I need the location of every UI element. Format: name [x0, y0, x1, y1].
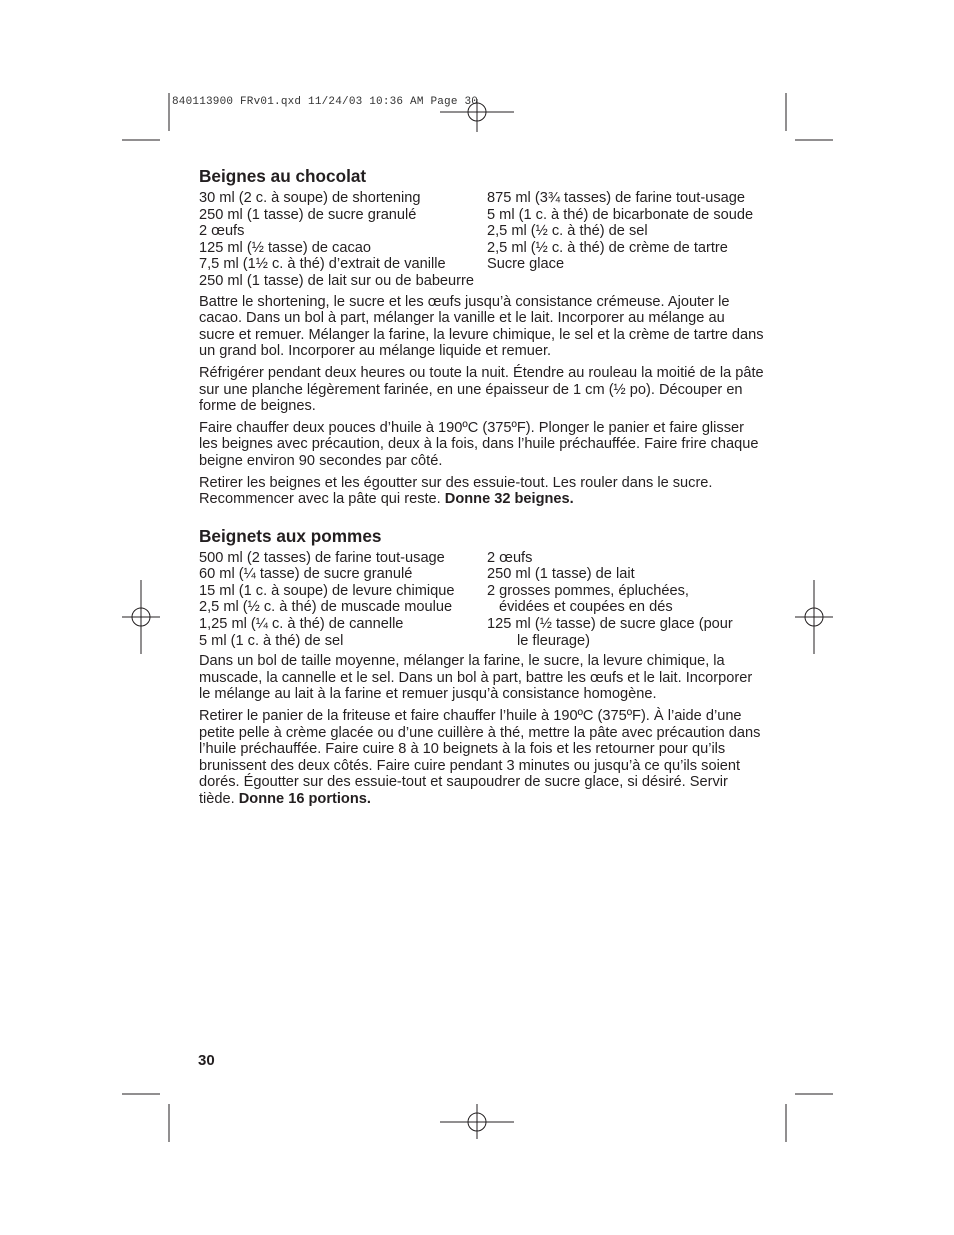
step-text: Retirer le panier de la friteuse et faire chauffer l’huile à 190ºC (375ºF). À l’aide d’une petite pelle à crème glacée ou d’une cuillère à thé, mettre la pâte avec précaution dans l’huile préchauffée. Faire cuire 8 à 10 beignets à la fois et les retourner pour qu’ils brunissent des deux côtés. Faire cuire pendant 3 minutes ou jusqu’à ce qu’ils soient dorés. Égoutter sur des essuie-tout et saupoudrer de sucre glace, si désiré. Servir tiède. [199, 708, 761, 807]
ingredient-item: 2 grosses pommes, épluchées, [487, 582, 689, 599]
ingredient-item-continued: le fleurage) [517, 632, 591, 649]
step-text: Retirer les beignes et les égoutter sur des essuie-tout. Les rouler dans le sucre. Recommencer avec la pâte qui reste. [199, 474, 713, 508]
ingredient-item-continued: évidées et coupées en dés [499, 599, 673, 616]
instruction-step [199, 708, 764, 808]
ingredient-item: 250 ml (1 tasse) de sucre granulé [199, 206, 417, 223]
ingredient-item: 30 ml (2 c. à soupe) de shortening [199, 190, 421, 206]
ingredient-item: 2,5 ml (½ c. à thé) de crème de tartre [487, 239, 728, 256]
ingredient-item: 250 ml (1 tasse) de lait [487, 566, 635, 583]
ingredient-item: 1,25 ml (¼ c. à thé) de cannelle [199, 616, 404, 633]
ingredient-item: 250 ml (1 tasse) de lait sur ou de babeurre [199, 272, 475, 289]
recipe-title: Beignes au chocolat [199, 166, 367, 186]
instruction-step: Réfrigérer pendant deux heures ou toute la nuit. Étendre au rouleau la moitié de la pâte sur une planche légèrement farinée, en une épaisseur de 1 cm (½ po). Découper en forme de beignes. [199, 364, 764, 415]
ingredient-item: 5 ml (1 c. à thé) de bicarbonate de soude [487, 206, 754, 223]
ingredient-item: 125 ml (½ tasse) de sucre glace (pour [487, 616, 733, 633]
ingredient-item: 5 ml (1 c. à thé) de sel [199, 632, 344, 649]
recipe-title: Beignets aux pommes [199, 525, 382, 546]
ingredient-list [199, 550, 764, 650]
ingredient-item: 60 ml (¼ tasse) de sucre granulé [199, 566, 413, 583]
ingredient-item: 2,5 ml (½ c. à thé) de muscade moulue [199, 599, 453, 616]
instruction-step: Battre le shortening, le sucre et les œufs jusqu’à consistance crémeuse. Ajouter le cacao. Dans un bol à part, mélanger la vanille et le lait. Incorporer au mélange au sucre et remuer. Mélanger la farine, la levure chimique, le sel et la crème de tartre dans un grand bol. Incorporer au mélange liquide et remuer. [199, 293, 764, 360]
recipe-chocolate-donuts [199, 166, 764, 508]
ingredient-item: 2 œufs [199, 223, 245, 240]
ingredient-item: Sucre glace [487, 256, 565, 273]
ingredient-item: 15 ml (1 c. à soupe) de levure chimique [199, 582, 455, 599]
ingredient-column-right [487, 550, 765, 650]
recipe-yield: Donne 16 portions. [238, 791, 371, 807]
ingredient-column-right [487, 190, 765, 290]
ingredient-list [199, 190, 764, 290]
ingredient-column-left [199, 190, 487, 290]
instruction-step: Faire chauffer deux pouces d’huile à 190ºC (375ºF). Plonger le panier et faire glisser les beignes avec précaution, deux à la fois, dans l’huile préchauffée. Faire frire chaque beigne environ 90 secondes par côté. [199, 419, 759, 469]
ingredient-item: 7,5 ml (1½ c. à thé) d’extrait de vanille [199, 256, 446, 273]
instruction-step [199, 475, 764, 508]
recipe-content [199, 166, 764, 813]
ingredient-item: 2,5 ml (½ c. à thé) de sel [487, 223, 648, 240]
file-slug: 840113900 FRv01.qxd 11/24/03 10:36 AM Page 30 [172, 96, 479, 108]
ingredient-item: 125 ml (½ tasse) de cacao [199, 239, 371, 256]
ingredient-item: 875 ml (3¾ tasses) de farine tout-usage [487, 190, 745, 206]
recipe-yield: Donne 32 beignes. [444, 491, 574, 508]
recipe-apple-fritters [199, 526, 764, 808]
instruction-step: Dans un bol de taille moyenne, mélanger la farine, le sucre, la levure chimique, la muscade, la cannelle et le sel. Dans un bol à part, battre les œufs et le lait. Incorporer le mélange au lait à la farine et remuer jusqu’à consistance homogène. [199, 653, 753, 703]
ingredient-column-left [199, 550, 487, 650]
page-number: 30 [198, 1052, 215, 1069]
ingredient-item: 500 ml (2 tasses) de farine tout-usage [199, 549, 445, 566]
ingredient-item: 2 œufs [487, 549, 533, 566]
